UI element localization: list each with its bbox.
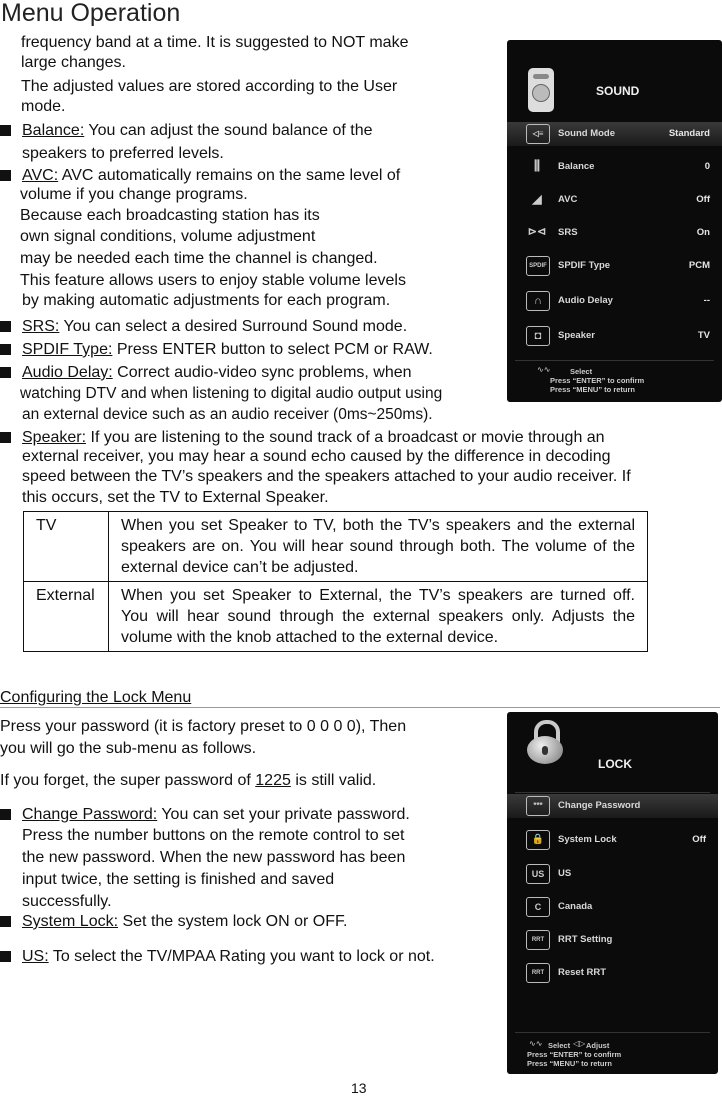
avc-cont: by making automatic adjustments for each program. [22, 292, 391, 309]
system-lock-item [0, 911, 347, 932]
change-password-head [22, 804, 410, 825]
avc-cont: own signal conditions, volume adjustment [20, 228, 316, 245]
nav-arrows-icon: ∿∿ [529, 1039, 543, 1048]
menu-row[interactable] [507, 961, 718, 985]
menu-row-label: Sound Mode [558, 128, 615, 139]
menu-row-label: Reset RRT [558, 967, 607, 978]
table-row [24, 512, 648, 582]
super-pre: If you forget, the super password of [0, 772, 251, 789]
speaker-cont: speed between the TV’s speakers and the speakers attached to your audio receiver. If [22, 468, 631, 485]
menu-row-label: System Lock [558, 834, 617, 845]
menu-row[interactable] [507, 122, 722, 146]
spdif-term: SPDIF Type: [22, 341, 113, 358]
system-lock-text: Set the system lock ON or OFF. [122, 913, 348, 930]
change-password-term: Change Password: [22, 806, 158, 823]
speaker-item [0, 427, 605, 448]
reset-rrt-icon: RRT [526, 963, 550, 983]
change-password-cont: input twice, the setting is finished and saved [22, 871, 335, 888]
intro-line: large changes. [21, 54, 126, 71]
intro-line: mode. [21, 98, 66, 115]
srs-icon: ⊳⊲ [527, 226, 547, 238]
audio-delay-cont: an external device such as an audio receiver (0ms~250ms). [22, 406, 433, 423]
menu-row-value: Off [692, 834, 706, 845]
menu-footer-adjust: Adjust [586, 1041, 610, 1050]
nav-arrows-icon: ∿∿ [537, 365, 551, 374]
menu-row[interactable] [507, 254, 722, 278]
spdif-text: Press ENTER button to select PCM or RAW. [116, 341, 433, 358]
avc-cont: This feature allows users to enjoy stable volume levels [20, 272, 406, 289]
page-header: Menu Operation [1, 0, 181, 27]
menu-row-value: PCM [688, 260, 710, 271]
menu-footer-confirm: Press “ENTER” to confirm [527, 1050, 622, 1059]
menu-row-value: Off [696, 194, 710, 205]
balance-text: You can adjust the sound balance of the [88, 122, 373, 139]
change-password-cont: successfully. [22, 893, 112, 910]
spdif-icon: SPDIF [526, 256, 550, 276]
bullet-icon [0, 170, 11, 181]
balance-item [0, 120, 373, 164]
intro-line: frequency band at a time. It is suggested to NOT make [21, 34, 409, 51]
bullet-icon [0, 432, 11, 443]
menu-row-label: SRS [558, 227, 578, 238]
menu-row-label: RRT Setting [558, 934, 613, 945]
lock-menu-title: LOCK [598, 757, 632, 771]
speaker-table [23, 511, 648, 652]
padlock-icon [527, 720, 563, 764]
us-text: To select the TV/MPAA Rating you want to lock or not. [52, 948, 435, 965]
table-row [24, 582, 648, 652]
bullet-icon [0, 951, 11, 962]
avc-text: AVC automatically remains on the same level of [61, 167, 401, 184]
menu-row[interactable] [507, 155, 722, 179]
avc-term: AVC: [22, 167, 59, 184]
menu-footer-select: Select [548, 1041, 571, 1050]
avc-cont: may be needed each time the channel is changed. [20, 250, 378, 267]
menu-row[interactable] [507, 221, 722, 245]
bullet-icon [0, 367, 11, 378]
audio-delay-term: Audio Delay: [22, 364, 113, 381]
menu-row-label: US [558, 868, 572, 879]
audio-delay-icon: ∩ [526, 291, 550, 311]
section-heading [0, 688, 720, 708]
menu-row[interactable] [507, 324, 722, 348]
intro-line: The adjusted values are stored according to the User [21, 78, 398, 95]
sound-mode-icon: ◁≡ [526, 124, 550, 144]
bullet-icon [0, 125, 11, 136]
balance-cont: speakers to preferred levels. [22, 145, 224, 162]
super-password-line [0, 770, 376, 791]
speaker-text: If you are listening to the sound track of a broadcast or movie through an [90, 429, 605, 446]
menu-row[interactable] [507, 862, 718, 886]
menu-divider [515, 360, 714, 361]
bullet-icon [0, 916, 11, 927]
audio-delay-cont: watching DTV and when listening to digital audio output using [20, 385, 443, 402]
bullet-icon [0, 344, 11, 355]
menu-footer-select: Select [570, 367, 593, 376]
srs-item [0, 316, 407, 337]
system-lock-icon: 🔒 [526, 830, 550, 850]
lock-heading: Configuring the Lock Menu [0, 689, 192, 706]
table-cell-value: When you set Speaker to External, the TV’s speakers are turned off. You will hear sound through the external speakers only. Adjusts the volume with the knob attached to the external device. [109, 582, 648, 652]
us-icon: US [526, 864, 550, 884]
left-right-arrows-icon: ◁▷ [573, 1039, 586, 1048]
menu-row-value: 0 [704, 161, 710, 172]
menu-row-label: Speaker [558, 330, 595, 341]
lock-intro: Press your password (it is factory preset to 0 0 0 0), Then [0, 718, 407, 735]
menu-row-label: Balance [558, 161, 595, 172]
menu-footer-return: Press “MENU” to return [527, 1059, 613, 1068]
audio-delay-text: Correct audio-video sync problems, when [117, 364, 412, 381]
menu-row-label: AVC [558, 194, 578, 205]
menu-row-value: Standard [668, 128, 710, 139]
sound-menu-title: SOUND [596, 84, 640, 98]
menu-footer-confirm: Press “ENTER” to confirm [550, 376, 645, 385]
menu-row-value: TV [697, 330, 710, 341]
menu-row-label: Change Password [558, 800, 641, 811]
speaker-icon: ◘ [526, 326, 550, 346]
canada-icon: C [526, 897, 550, 917]
srs-term: SRS: [22, 318, 60, 335]
bullet-icon [0, 321, 11, 332]
menu-row-label: SPDIF Type [558, 260, 611, 271]
rrt-setting-icon: RRT [526, 930, 550, 950]
sound-menu [507, 40, 722, 402]
table-cell-key: TV [24, 512, 109, 582]
us-item [0, 946, 435, 967]
balance-term: Balance: [22, 122, 85, 139]
bullet-icon [0, 809, 11, 820]
avc-item [0, 165, 400, 186]
lock-intro: you will go the sub-menu as follows. [0, 740, 257, 757]
page-number: 13 [351, 1080, 367, 1096]
menu-row-label: Audio Delay [558, 295, 613, 306]
menu-row[interactable] [507, 794, 718, 818]
menu-row-label: Canada [558, 901, 593, 912]
spdif-item [0, 339, 433, 360]
super-code: 1225 [255, 772, 291, 789]
speaker-cont: external receiver, you may hear a sound echo caused by the difference in decoding [22, 448, 611, 465]
change-password-cont: Press the number buttons on the remote control to set [22, 827, 405, 844]
avc-cont: volume if you change programs. [20, 186, 248, 203]
speaker-cone-icon [528, 68, 554, 112]
avc-icon: ◢ [532, 192, 542, 206]
menu-row[interactable] [507, 828, 718, 852]
change-password-cont: the new password. When the new password has been [22, 849, 406, 866]
change-password-text: You can set your private password. [161, 806, 410, 823]
table-cell-key: External [24, 582, 109, 652]
password-icon: *** [526, 796, 550, 816]
table-cell-value: When you set Speaker to TV, both the TV’s speakers and the external speakers are on. You will hear sound through both. The volume of the external device can’t be adjusted. [109, 512, 648, 582]
avc-cont: Because each broadcasting station has its [20, 207, 320, 224]
balance-icon: ⫼ [534, 158, 540, 173]
menu-divider [515, 1032, 710, 1033]
lock-menu [507, 712, 718, 1074]
us-term: US: [22, 948, 49, 965]
super-post: is still valid. [295, 772, 377, 789]
menu-row[interactable] [507, 928, 718, 952]
menu-row[interactable] [507, 188, 722, 212]
menu-divider [515, 792, 710, 793]
speaker-term: Speaker: [22, 429, 87, 446]
menu-row[interactable] [507, 895, 718, 919]
audio-delay-item [0, 362, 412, 383]
srs-text: You can select a desired Surround Sound mode. [63, 318, 408, 335]
menu-row[interactable] [507, 289, 722, 313]
speaker-cont: this occurs, set the TV to External Speaker. [22, 489, 329, 506]
system-lock-term: System Lock: [22, 913, 119, 930]
menu-row-value: On [696, 227, 710, 238]
menu-footer-return: Press “MENU” to return [550, 385, 636, 394]
menu-row-value: -- [703, 295, 710, 306]
